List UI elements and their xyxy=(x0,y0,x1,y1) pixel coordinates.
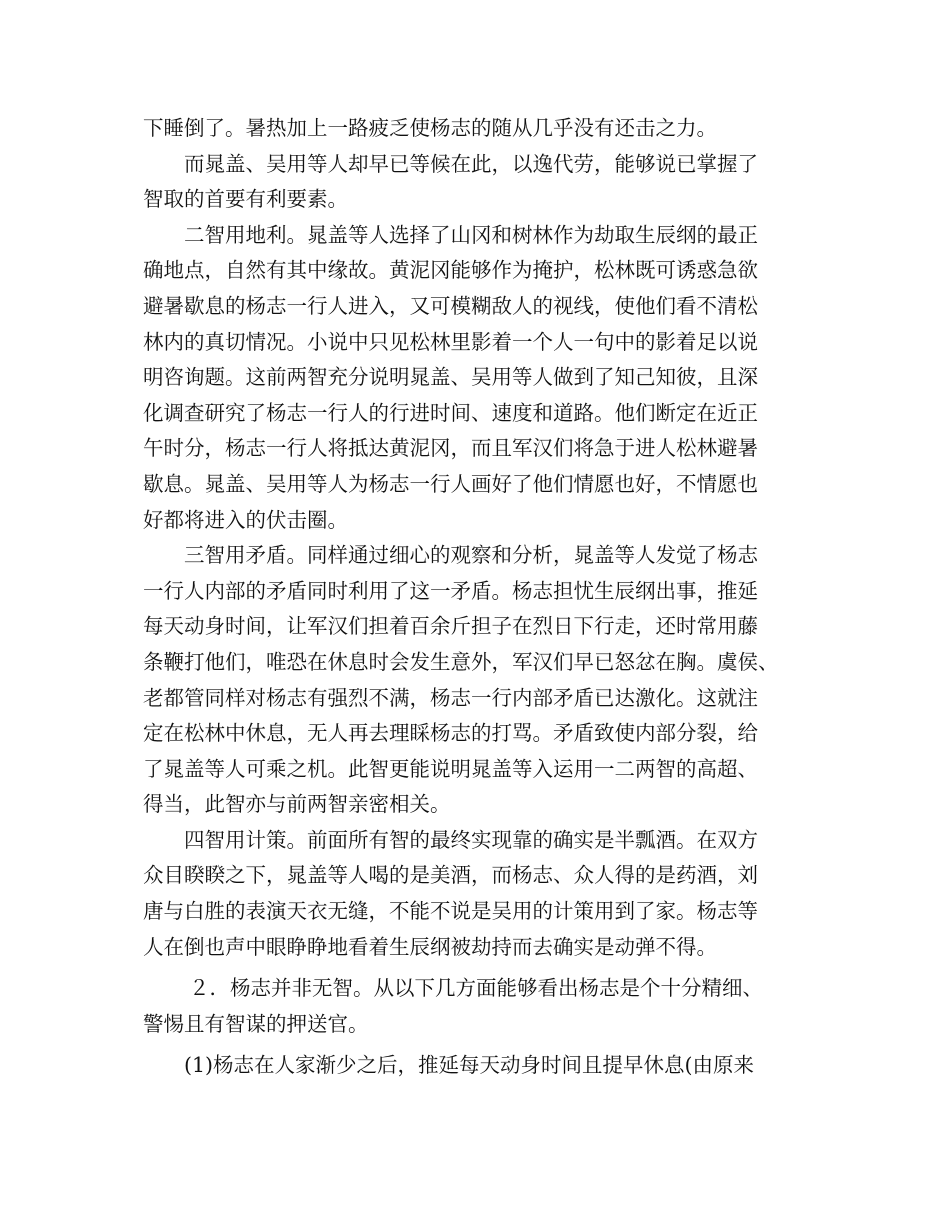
text-line: 智取的首要有利要素。 xyxy=(143,187,348,212)
text-line: 警惕且有智谋的押送官。 xyxy=(143,1011,369,1036)
text-line: 三智用矛盾。同样通过细心的观察和分析，晁盖等人发觉了杨志 xyxy=(184,543,758,568)
text-line: 唐与白胜的表演天衣无缝，不能不说是吴用的计策用到了家。杨志等 xyxy=(143,899,758,924)
text-line: 一行人内部的矛盾同时利用了这一矛盾。杨志担忧生辰纲出事，推延 xyxy=(143,578,758,603)
text-line: 明咨询题。这前两智充分说明晁盖、吴用等人做到了知己知彼，且深 xyxy=(143,365,758,390)
text-line: 老都管同样对杨志有强烈不满，杨志一行内部矛盾已达激化。这就注 xyxy=(143,685,758,710)
text-line: 条鞭打他们，唯恐在休息时会发生意外，军汉们早已怒忿在胸。虞侯、 xyxy=(143,649,779,674)
text-line: 好都将进入的伏击圈。 xyxy=(143,507,348,532)
text-line: 众目睽睽之下，晁盖等人喝的是美酒，而杨志、众人得的是药酒，刘 xyxy=(143,863,758,888)
text-line: 人在倒也声中眼睁睁地看着生辰纲被劫持而去确实是动弹不得。 xyxy=(143,934,717,959)
text-line: 四智用计策。前面所有智的最终实现靠的确实是半瓢酒。在双方 xyxy=(184,827,758,852)
text-line: 下睡倒了。暑热加上一路疲乏使杨志的随从几乎没有还击之力。 xyxy=(143,116,717,140)
text-line: 二智用地利。晁盖等人选择了山冈和树林作为劫取生辰纲的最正 xyxy=(184,222,758,247)
text-line: 化调查研究了杨志一行人的行进时间、速度和道路。他们断定在近正 xyxy=(143,400,758,425)
text-line: 每天动身时间，让军汉们担着百余斤担子在烈日下行走，还时常用藤 xyxy=(143,614,758,639)
document-body xyxy=(143,111,813,1084)
text-line: 避暑歇息的杨志一行人进入，又可模糊敌人的视线，使他们看不清松 xyxy=(143,293,758,318)
text-line: 而晁盖、吴用等人却早已等候在此，以逸代劳，能够说已掌握了 xyxy=(184,151,758,176)
text-line: 确地点，自然有其中缘故。黄泥冈能够作为掩护，松林既可诱惑急欲 xyxy=(143,258,758,283)
text-line: 得当，此智亦与前两智亲密相关。 xyxy=(143,792,451,817)
text-line: ２．杨志并非无智。从以下几方面能够看出杨志是个十分精细、 xyxy=(189,976,763,1001)
text-line: 午时分，杨志一行人将抵达黄泥冈，而且军汉们将急于进人松林避暑 xyxy=(143,436,758,461)
text-line: 了晁盖等人可乘之机。此智更能说明晁盖等入运用一二两智的高超、 xyxy=(143,756,758,781)
text-line: (1)杨志在人家渐少之后，推延每天动身时间且提早休息(由原来 xyxy=(184,1053,755,1078)
text-line: 林内的真切情况。小说中只见松林里影着一个人一句中的影着足以说 xyxy=(143,329,758,354)
text-line: 定在松林中休息，无人再去理睬杨志的打骂。矛盾致使内部分裂，给 xyxy=(143,721,758,746)
text-line: 歇息。晁盖、吴用等人为杨志一行人画好了他们情愿也好，不情愿也 xyxy=(143,471,758,496)
